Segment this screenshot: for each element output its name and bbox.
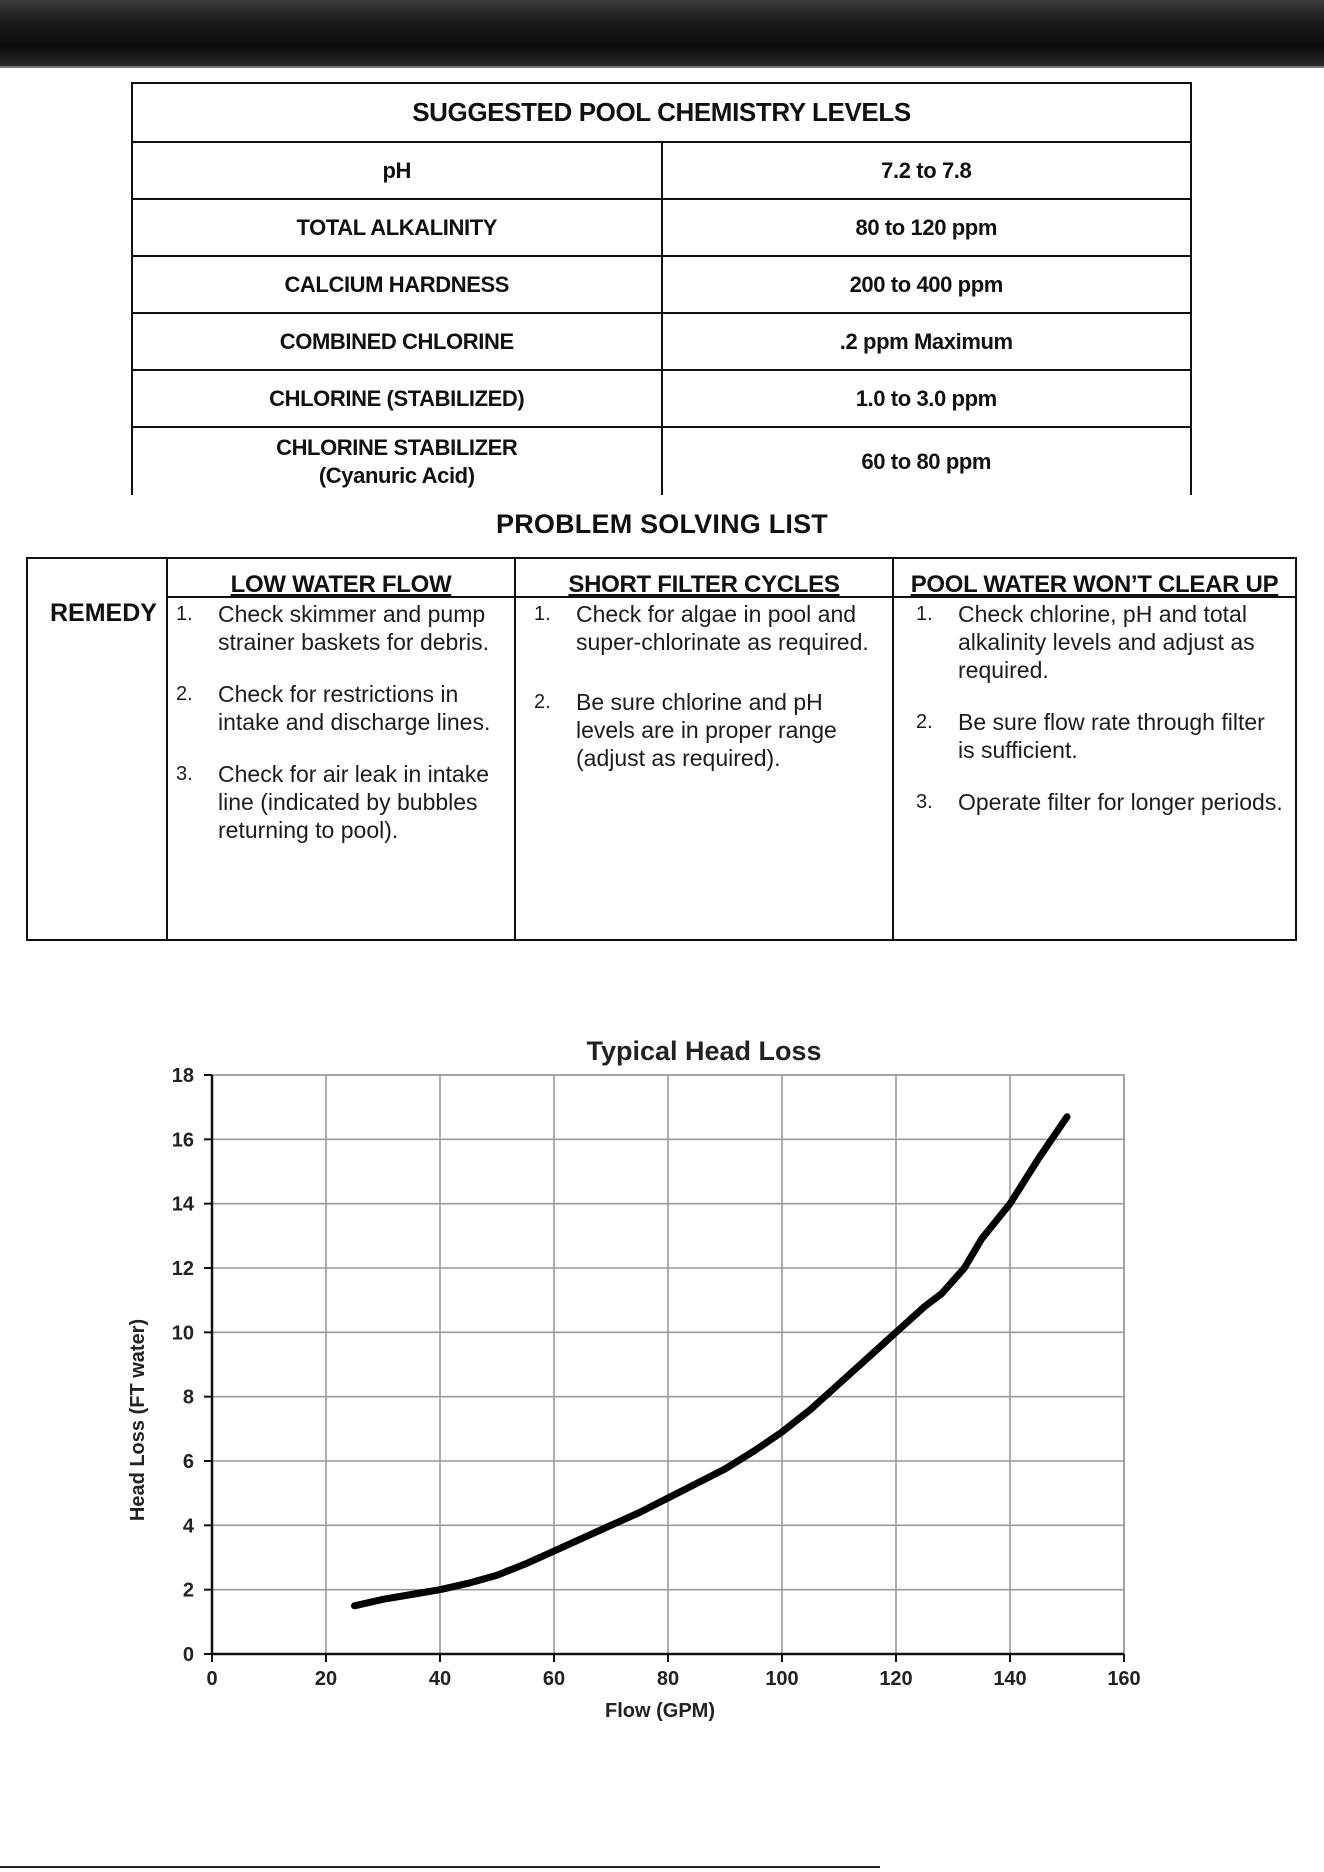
y-tick-label: 16 [171, 1129, 194, 1152]
chemistry-levels-table [131, 82, 1192, 495]
y-tick-label: 4 [182, 1515, 194, 1538]
x-tick-label: 140 [993, 1668, 1027, 1690]
y-tick-label: 18 [171, 1065, 194, 1087]
chemistry-label: TOTAL ALKALINITY [132, 199, 662, 256]
problem-solving-table [26, 557, 1297, 941]
chemistry-row [132, 427, 1191, 495]
list-item [916, 708, 1285, 764]
column-low-water-flow [168, 559, 516, 939]
chemistry-label-line1: CHLORINE STABILIZER [276, 434, 518, 460]
remedy-label: REMEDY [50, 599, 157, 627]
chemistry-row [132, 142, 1191, 199]
y-tick-label: 0 [182, 1644, 194, 1666]
x-tick-label: 80 [656, 1668, 680, 1690]
footer-rule [0, 1866, 880, 1868]
chemistry-row [132, 199, 1191, 256]
y-tick-label: 12 [171, 1258, 194, 1280]
chemistry-value: 60 to 80 ppm [662, 427, 1192, 495]
chemistry-row [132, 313, 1191, 370]
remedy-list [894, 598, 1295, 816]
chemistry-label: CHLORINE (STABILIZED) [132, 370, 662, 427]
remedy-list [168, 598, 514, 844]
x-axis-label: Flow (GPM) [605, 1700, 715, 1722]
chemistry-value: .2 ppm Maximum [662, 313, 1192, 370]
column-heading: SHORT FILTER CYCLES [516, 559, 892, 598]
chemistry-row [132, 370, 1191, 427]
x-tick-label: 40 [428, 1668, 452, 1690]
x-tick-label: 120 [879, 1668, 913, 1690]
list-item [916, 600, 1285, 684]
head-loss-chart [100, 1030, 1180, 1730]
y-axis-label: Head Loss (FT water) [127, 1318, 149, 1522]
y-tick-label: 8 [182, 1386, 194, 1409]
x-tick-label: 60 [542, 1668, 566, 1690]
header-bar [0, 0, 1324, 68]
x-tick-label: 20 [314, 1668, 338, 1690]
x-tick-label: 160 [1107, 1668, 1141, 1690]
chemistry-value: 200 to 400 ppm [662, 256, 1192, 313]
chemistry-table-title: SUGGESTED POOL CHEMISTRY LEVELS [132, 83, 1191, 142]
item-text: Check chlorine, pH and total alkalinity levels and adjust as required. [958, 601, 1255, 683]
item-text: Operate filter for longer periods. [958, 789, 1283, 815]
item-text: Check for algae in pool and super-chlorinate as required. [576, 601, 869, 655]
item-number: 2. [176, 683, 193, 705]
chemistry-label: pH [132, 142, 662, 199]
chemistry-value: 7.2 to 7.8 [662, 142, 1192, 199]
chemistry-row [132, 256, 1191, 313]
y-tick-label: 14 [171, 1193, 194, 1216]
list-item [916, 788, 1285, 816]
list-item [176, 760, 504, 844]
item-text: Check for restrictions in intake and discharge lines. [218, 681, 491, 735]
item-number: 1. [534, 603, 551, 625]
list-item [534, 688, 882, 772]
y-tick-label: 10 [171, 1322, 194, 1345]
chart-svg [100, 1030, 1180, 1730]
chemistry-title-row [132, 83, 1191, 142]
x-tick-label: 100 [765, 1668, 799, 1690]
chemistry-value: 80 to 120 ppm [662, 199, 1192, 256]
list-item [176, 600, 504, 656]
chemistry-label: CALCIUM HARDNESS [132, 256, 662, 313]
item-number: 2. [916, 711, 933, 733]
item-number: 2. [534, 691, 551, 713]
remedy-list [516, 598, 892, 772]
column-pool-water-wont-clear [894, 559, 1295, 939]
chemistry-value: 1.0 to 3.0 ppm [662, 370, 1192, 427]
column-short-filter-cycles [516, 559, 894, 939]
column-heading: POOL WATER WON’T CLEAR UP [894, 559, 1295, 598]
y-tick-label: 6 [182, 1451, 194, 1473]
item-text: Check skimmer and pump strainer baskets for debris. [218, 601, 490, 655]
list-item [176, 680, 504, 736]
chemistry-label [132, 427, 662, 495]
remedy-column [28, 559, 168, 939]
item-number: 1. [176, 603, 193, 625]
chemistry-label: COMBINED CHLORINE [132, 313, 662, 370]
item-text: Check for air leak in intake line (indicated by bubbles returning to pool). [218, 761, 490, 843]
column-heading: LOW WATER FLOW [168, 559, 514, 598]
item-text: Be sure chlorine and pH levels are in proper range (adjust as required). [576, 689, 837, 771]
item-text: Be sure flow rate through filter is sufficient. [958, 709, 1265, 763]
chemistry-label-line2: (Cyanuric Acid) [318, 462, 475, 488]
item-number: 3. [176, 763, 193, 785]
list-item [534, 600, 882, 656]
item-number: 1. [916, 603, 933, 625]
x-tick-label: 0 [206, 1668, 218, 1690]
chart-title: Typical Head Loss [586, 1036, 822, 1066]
item-number: 3. [916, 791, 933, 813]
y-tick-label: 2 [182, 1579, 194, 1602]
problem-solving-title: PROBLEM SOLVING LIST [495, 509, 828, 539]
